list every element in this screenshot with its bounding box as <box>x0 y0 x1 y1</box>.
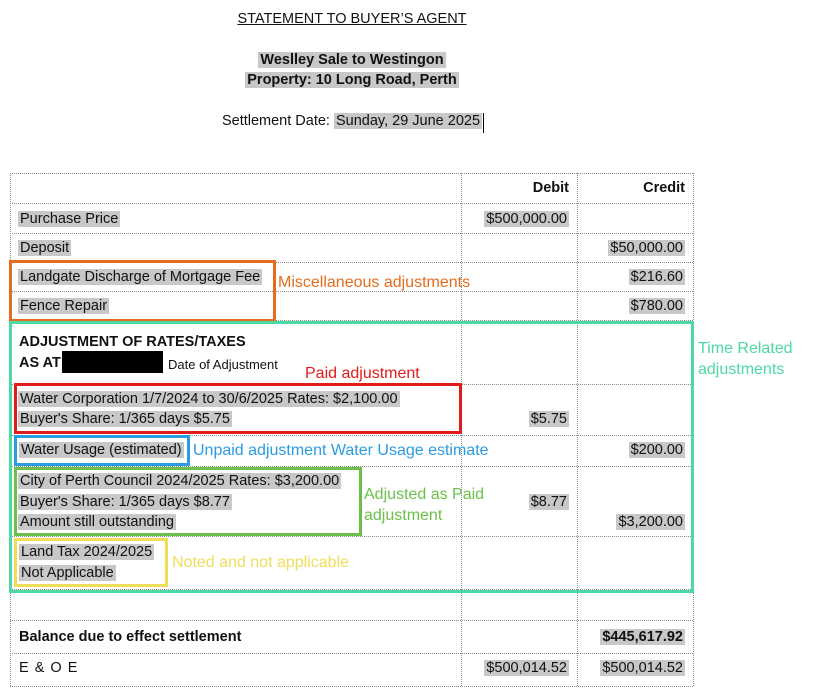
water-corporation-line2: Buyer's Share: 1/365 days $5.75 <box>20 411 230 427</box>
row-label-balance: Balance due to effect settlement <box>19 629 242 645</box>
annotation-adjusted-paid-1: Adjusted as Paid <box>364 486 485 503</box>
annotation-noted: Noted and not applicable <box>172 554 350 571</box>
column-header-debit: Debit <box>532 180 569 196</box>
column-header-credit: Credit <box>643 180 685 196</box>
council-debit: $8.77 <box>530 494 567 510</box>
misc-adjustments-box <box>9 260 276 322</box>
eoe-credit-total: $500,014.52 <box>602 660 683 676</box>
settlement-value: Sunday, 29 June 2025 <box>335 113 481 129</box>
balance-credit: $445,617.92 <box>602 629 683 645</box>
row-label-deposit: Deposit <box>20 240 70 256</box>
water-corporation-line1: Water Corporation 1/7/2024 to 30/6/2025 Rates: $2,100.00 <box>20 391 398 407</box>
row-label-purchase-price: Purchase Price <box>20 211 119 227</box>
row-label-landgate: Landgate Discharge of Mortgage Fee <box>20 269 261 285</box>
row-label-fence-repair: Fence Repair <box>20 298 108 314</box>
annotation-time-related-2: adjustments <box>698 361 785 378</box>
document-title: STATEMENT TO BUYER’S AGENT <box>237 11 467 27</box>
settlement-date <box>0 113 704 129</box>
purchase-price-debit: $500,000.00 <box>486 211 567 227</box>
land-tax-line2: Not Applicable <box>21 565 114 581</box>
council-line3: Amount still outstanding <box>20 514 174 530</box>
annotation-paid: Paid adjustment <box>305 365 420 382</box>
annotation-unpaid: Unpaid adjustment Water Usage estimate <box>193 442 489 459</box>
deposit-credit: $50,000.00 <box>610 240 683 256</box>
date-of-adjustment-label: Date of Adjustment <box>168 357 278 372</box>
paid-adjustment-box <box>14 383 462 434</box>
annotation-time-related-1: Time Related <box>698 340 793 357</box>
adjusted-as-paid-box <box>14 467 362 536</box>
unpaid-adjustment-box <box>14 435 190 466</box>
rates-heading: ADJUSTMENT OF RATES/TAXES <box>19 334 246 350</box>
council-line2: Buyer's Share: 1/365 days $8.77 <box>20 494 230 510</box>
water-corporation-debit: $5.75 <box>530 411 567 427</box>
council-line1: City of Perth Council 2024/2025 Rates: $3,200.00 <box>20 473 340 489</box>
council-credit: $3,200.00 <box>618 514 683 530</box>
landgate-credit: $216.60 <box>630 269 683 285</box>
not-applicable-box <box>14 538 168 587</box>
header-parties: Weslley Sale to Westingon <box>260 52 444 68</box>
as-at-label: AS AT <box>19 355 61 371</box>
row-label-water-usage: Water Usage (estimated) <box>21 442 182 458</box>
land-tax-line1: Land Tax 2024/2025 <box>21 544 153 560</box>
water-usage-credit: $200.00 <box>630 442 683 458</box>
fence-repair-credit: $780.00 <box>630 298 683 314</box>
annotation-adjusted-paid-2: adjustment <box>364 507 443 524</box>
header-property: Property: 10 Long Road, Perth <box>247 72 457 88</box>
row-label-eoe: E & O E <box>19 660 79 676</box>
annotation-misc: Miscellaneous adjustments <box>278 274 471 291</box>
text-cursor <box>483 113 484 133</box>
eoe-debit-total: $500,014.52 <box>486 660 567 676</box>
settlement-label: Settlement Date: <box>221 113 330 129</box>
